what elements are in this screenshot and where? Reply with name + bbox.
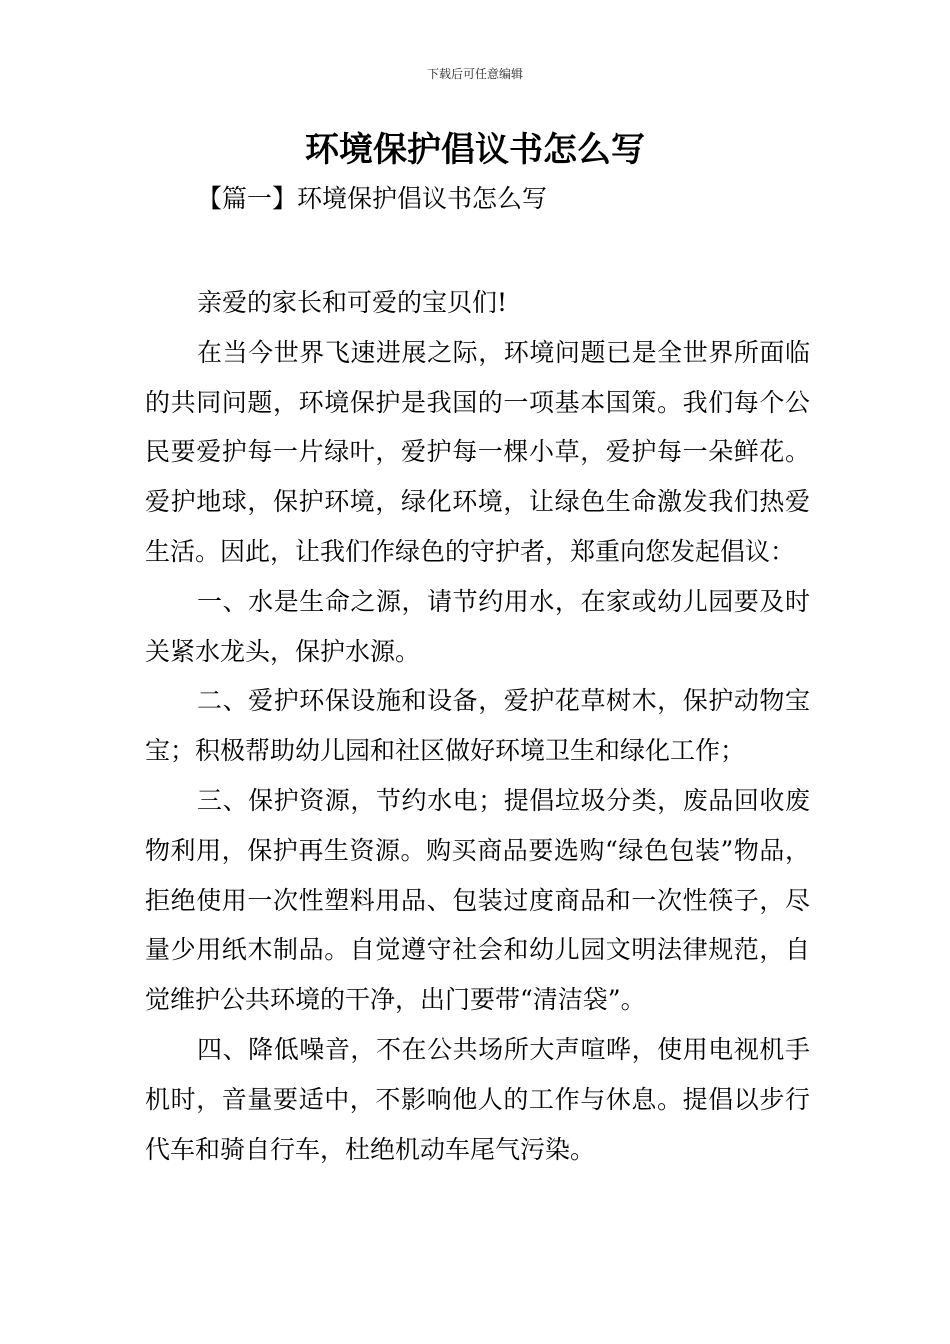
document-body — [145, 278, 810, 1174]
proposal-item-3: 三、保护资源，节约水电；提倡垃圾分类，废品回收废物利用，保护再生资源。购买商品要选购“绿色包装”物品，拒绝使用一次性塑料用品、包装过度商品和一次性筷子，尽量少用纸木制品。自觉遵守社会和幼儿园文明法律规范，自觉维护公共环境的干净，出门要带“清洁袋”。 — [145, 785, 810, 1015]
document-title: 环境保护倡议书怎么写 — [305, 130, 645, 170]
salutation-paragraph: 亲爱的家长和可爱的宝贝们! — [197, 288, 508, 317]
proposal-item-2: 二、爱护环保设施和设备，爱护花草树木，保护动物宝宝；积极帮助幼儿园和社区做好环境卫生和绿化工作； — [145, 686, 810, 766]
page-header-note: 下载后可任意编辑 — [426, 67, 523, 81]
section-label: 【篇一】环境保护倡议书怎么写 — [197, 184, 548, 213]
proposal-item-4: 四、降低噪音，不在公共场所大声喧哗，使用电视机手机时，音量要适中，不影响他人的工作与休息。提倡以步行代车和骑自行车，杜绝机动车尾气污染。 — [145, 1034, 810, 1164]
proposal-item-1: 一、水是生命之源，请节约用水，在家或幼儿园要及时关紧水龙头，保护水源。 — [145, 586, 810, 666]
intro-paragraph: 在当今世界飞速进展之际，环境问题已是全世界所面临的共同问题，环境保护是我国的一项基本国策。我们每个公民要爱护每一片绿叶，爱护每一棵小草，爱护每一朵鲜花。爱护地球，保护环境，绿化环境，让绿色生命激发我们热爱生活。因此，让我们作绿色的守护者，郑重向您发起倡议： — [145, 337, 810, 566]
